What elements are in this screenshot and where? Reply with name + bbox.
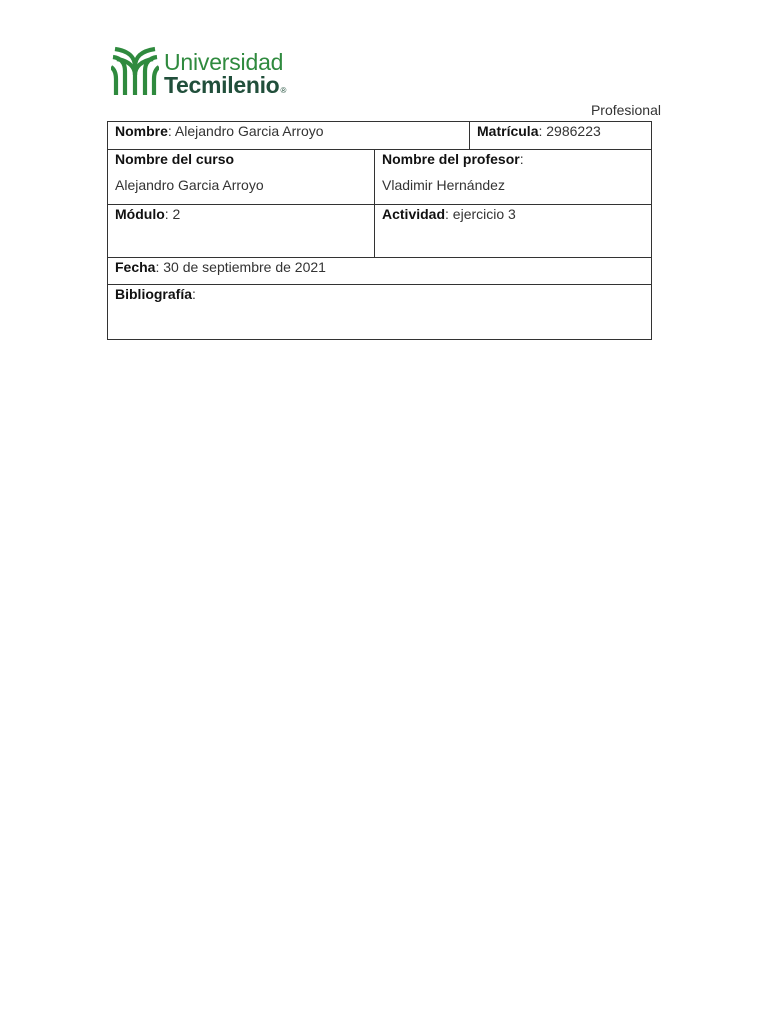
nombre-cell [108, 122, 470, 150]
header-profesional: Profesional [590, 102, 661, 118]
table-row [108, 205, 652, 258]
logo-text-universidad: Universidad [164, 49, 284, 75]
nombre-label: Nombre [115, 123, 168, 139]
bibliografia-label: Bibliografía [115, 286, 193, 302]
logo-text-tecmilenio-word: Tecmilenio [164, 72, 280, 98]
fecha-label: Fecha [115, 259, 156, 275]
fecha-value: : 30 de septiembre de 2021 [155, 259, 326, 275]
modulo-label: Módulo [115, 206, 165, 222]
curso-value: Alejandro Garcia Arroyo [115, 177, 264, 193]
bibliografia-value: : [192, 286, 196, 302]
profesor-colon: : [519, 151, 524, 167]
profesor-cell [375, 150, 652, 205]
table-row [108, 285, 652, 340]
modulo-value: : 2 [164, 206, 181, 222]
table-row [108, 122, 652, 150]
student-info-table [107, 121, 652, 340]
tecmilenio-logo-icon [111, 45, 159, 97]
actividad-cell [375, 205, 652, 258]
modulo-cell [108, 205, 375, 258]
registered-mark: ® [280, 86, 287, 95]
matricula-value: : 2986223 [538, 123, 601, 139]
logo-text-tecmilenio [164, 73, 286, 103]
curso-cell [108, 150, 375, 205]
fecha-cell [108, 258, 652, 285]
university-logo [111, 45, 301, 100]
matricula-cell [470, 122, 652, 150]
bibliografia-cell [108, 285, 652, 340]
table-row [108, 258, 652, 285]
matricula-label: Matrícula [477, 123, 539, 139]
curso-label: Nombre del curso [115, 151, 235, 167]
profesor-value: Vladimir Hernández [382, 177, 505, 193]
nombre-value: : Alejandro Garcia Arroyo [167, 123, 324, 139]
actividad-label: Actividad [382, 206, 446, 222]
profesor-label: Nombre del profesor [382, 151, 520, 167]
table-row [108, 150, 652, 205]
actividad-value: : ejercicio 3 [445, 206, 516, 222]
